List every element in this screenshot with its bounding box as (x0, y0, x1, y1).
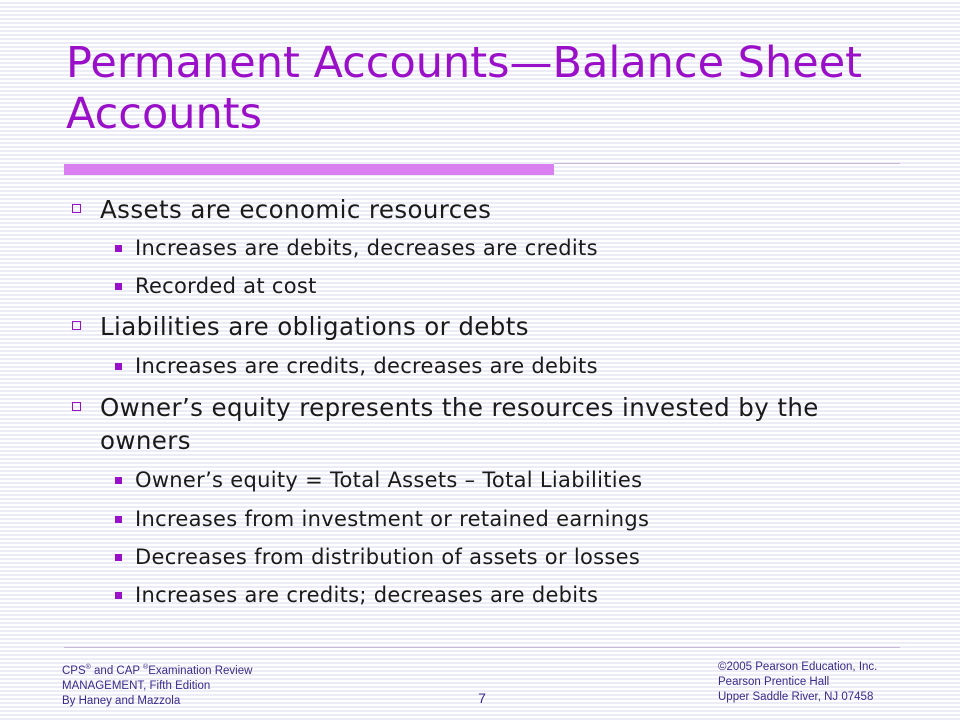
footer-left-line-1 (62, 660, 252, 679)
bullet-assets (100, 193, 900, 226)
footer-cap-text: and CAP (90, 665, 144, 677)
square-filled-bullet-icon (115, 516, 122, 523)
title-underline-bar (64, 164, 554, 175)
sub-bullet-text: Decreases from distribution of assets or losses (135, 545, 641, 569)
bullet-owners-equity (100, 391, 900, 457)
bullet-text: Owner’s equity represents the resources invested by the owners (100, 393, 819, 455)
registered-mark: ® (143, 664, 149, 671)
footer-exam-text: Examination Review (148, 665, 253, 677)
square-filled-bullet-icon (115, 283, 122, 290)
footer-cps-text: CPS (62, 665, 86, 677)
bullet-text: Liabilities are obligations or debts (100, 312, 529, 341)
bullet-text: Assets are economic resources (100, 195, 492, 224)
footer-book-credit (62, 660, 252, 709)
sub-bullet (135, 543, 895, 571)
bullet-liabilities (100, 310, 900, 343)
sub-bullet-text: Recorded at cost (135, 274, 317, 298)
sub-bullet (135, 272, 895, 300)
slide-title: Permanent Accounts—Balance Sheet Accounts (66, 38, 863, 139)
footer-copyright (718, 660, 877, 705)
sub-bullet (135, 352, 895, 380)
footer-left-line-3: By Haney and Mazzola (62, 695, 181, 707)
sub-bullet-text: Increases are credits, decreases are debits (135, 354, 598, 378)
registered-mark: ® (85, 664, 91, 671)
square-filled-bullet-icon (115, 477, 122, 484)
footer-right-line-2: Pearson Prentice Hall (718, 676, 830, 688)
square-outline-bullet-icon (72, 204, 81, 213)
sub-bullet (135, 581, 895, 609)
footer-right-line-1: ©2005 Pearson Education, Inc. (718, 661, 878, 673)
square-filled-bullet-icon (115, 554, 122, 561)
footer-left-line-2: MANAGEMENT, Fifth Edition (62, 680, 211, 692)
footer-right-line-3: Upper Saddle River, NJ 07458 (718, 691, 874, 703)
square-filled-bullet-icon (115, 245, 122, 252)
sub-bullet-text: Increases are debits, decreases are credits (135, 236, 598, 260)
square-outline-bullet-icon (72, 321, 81, 330)
sub-bullet (135, 505, 895, 533)
page-number: 7 (478, 690, 486, 706)
footer-divider (64, 647, 900, 648)
square-filled-bullet-icon (115, 363, 122, 370)
sub-bullet-text: Increases are credits; decreases are debits (135, 583, 599, 607)
square-filled-bullet-icon (115, 592, 122, 599)
square-outline-bullet-icon (72, 402, 81, 411)
sub-bullet-text: Owner’s equity = Total Assets – Total Liabilities (135, 468, 643, 492)
sub-bullet (135, 234, 895, 262)
title-underline-rule (554, 163, 900, 164)
sub-bullet-text: Increases from investment or retained earnings (135, 507, 650, 531)
sub-bullet (135, 466, 895, 494)
